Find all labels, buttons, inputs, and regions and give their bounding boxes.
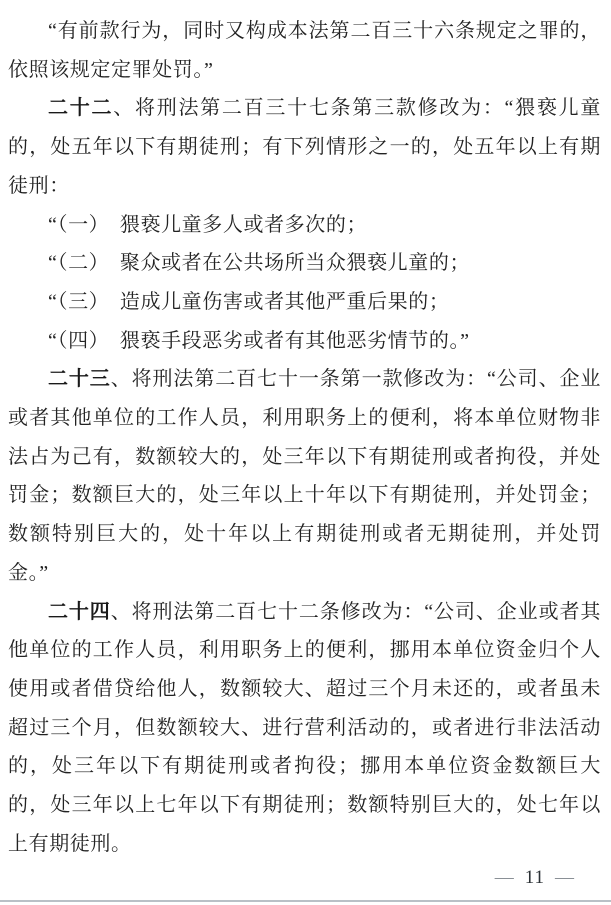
list-item-1	[8, 206, 601, 245]
paragraph-text: “（一） 猥亵儿童多人或者多次的；	[48, 213, 368, 236]
paragraph-text: 、将刑法第二百三十七条第三款修改为：“猥亵儿童的，处五年以下有期徒刑；有下列情形之一的，处五年以上有期徒刑：	[8, 97, 601, 197]
list-item-2	[8, 244, 601, 283]
paragraph-section-23	[8, 360, 601, 592]
page-number	[485, 866, 585, 890]
section-number: 二十四	[48, 600, 111, 623]
paragraph-text: “（三） 造成儿童伤害或者其他严重后果的；	[48, 290, 450, 313]
document-body	[8, 12, 601, 863]
paragraph-text: “（二） 聚众或者在公共场所当众猥亵儿童的；	[48, 252, 471, 275]
page-bottom-edge	[0, 900, 611, 902]
page-number-dash-right: —	[555, 867, 575, 888]
paragraph-text: 、将刑法第二百七十二条修改为：“公司、企业或者其他单位的工作人员，利用职务上的便利，挪用本单位资金归个人使用或者借贷给他人，数额较大、超过三个月未还的，或者虽未超过三个月，但数额较大、进行营利活动的，或者进行非法活动的，处三年以下有期徒刑或者拘役；挪用本单位资金数额巨大的，处三年以上七年以下有期徒刑；数额特别巨大的，处七年以上有期徒刑。	[8, 600, 601, 855]
paragraph-section-22	[8, 89, 601, 205]
paragraph-section-24	[8, 593, 601, 864]
paragraph-continuation	[8, 12, 601, 89]
section-number: 二十二	[48, 97, 114, 120]
paragraph-text: “有前款行为，同时又构成本法第二百三十六条规定之罪的，依照该规定定罪处罚。”	[8, 20, 601, 81]
page-number-value: 11	[524, 867, 545, 888]
page-number-dash-left: —	[494, 867, 515, 888]
list-item-4	[8, 322, 601, 361]
paragraph-text: “（四） 猥亵手段恶劣或者有其他恶劣情节的。”	[48, 329, 470, 352]
paragraph-text: 、将刑法第二百七十一条第一款修改为：“公司、企业或者其他单位的工作人员，利用职务上的便利，将本单位财物非法占为己有，数额较大的，处三年以下有期徒刑或者拘役，并处罚金；数额巨大的，处三年以上十年以下有期徒刑，并处罚金；数额特别巨大的，处十年以上有期徒刑或者无期徒刑，并处罚金。”	[8, 368, 601, 584]
list-item-3	[8, 283, 601, 322]
section-number: 二十三	[48, 368, 111, 391]
